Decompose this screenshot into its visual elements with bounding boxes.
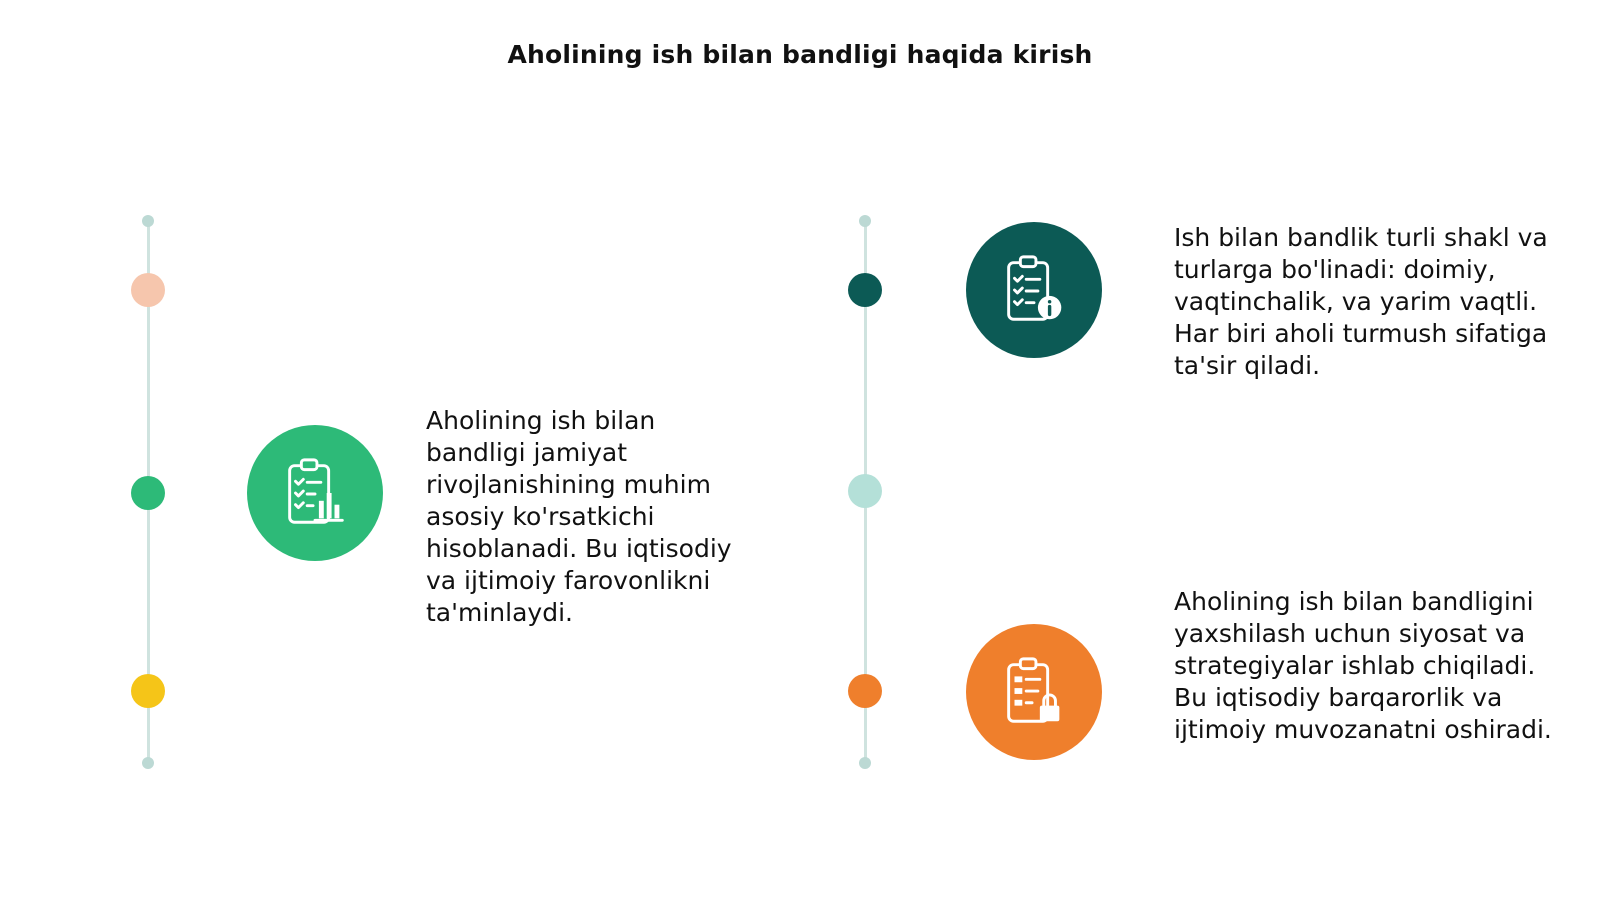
timeline-left-dot-peach	[131, 273, 165, 307]
item-1-text: Aholining ish bilan bandligi jamiyat rivojlanishining muhim asosiy ko'rsatkichi hisoblanadi. Bu iqtisodiy va ijtimoiy farovonlikni ta'minlaydi.	[426, 406, 732, 627]
clipboard-info-icon	[966, 222, 1102, 358]
timeline-right-end-dot	[859, 757, 871, 769]
clipboard-lock-icon	[966, 624, 1102, 760]
timeline-left-end-dot	[142, 757, 154, 769]
timeline-right-dot-dark-teal	[848, 273, 882, 307]
item-3-text: Aholining ish bilan bandligini yaxshilash uchun siyosat va strategiyalar ishlab chiqiladi. Bu iqtisodiy barqarorlik va ijtimoiy muvozanatni oshiradi.	[1174, 587, 1552, 744]
timeline-left-dot-green	[131, 476, 165, 510]
timeline-right-dot-light-teal	[848, 474, 882, 508]
clipboard-chart-icon	[247, 425, 383, 561]
timeline-left-start-dot	[142, 215, 154, 227]
timeline-right-start-dot	[859, 215, 871, 227]
timeline-right-dot-orange	[848, 674, 882, 708]
timeline-left-dot-yellow	[131, 674, 165, 708]
page-title: Aholining ish bilan bandligi haqida kirish	[507, 40, 1093, 69]
item-2-text: Ish bilan bandlik turli shakl va turlarga bo'linadi: doimiy, vaqtinchalik, va yarim vaqtli. Har biri aholi turmush sifatiga ta'sir qiladi.	[1174, 223, 1548, 380]
